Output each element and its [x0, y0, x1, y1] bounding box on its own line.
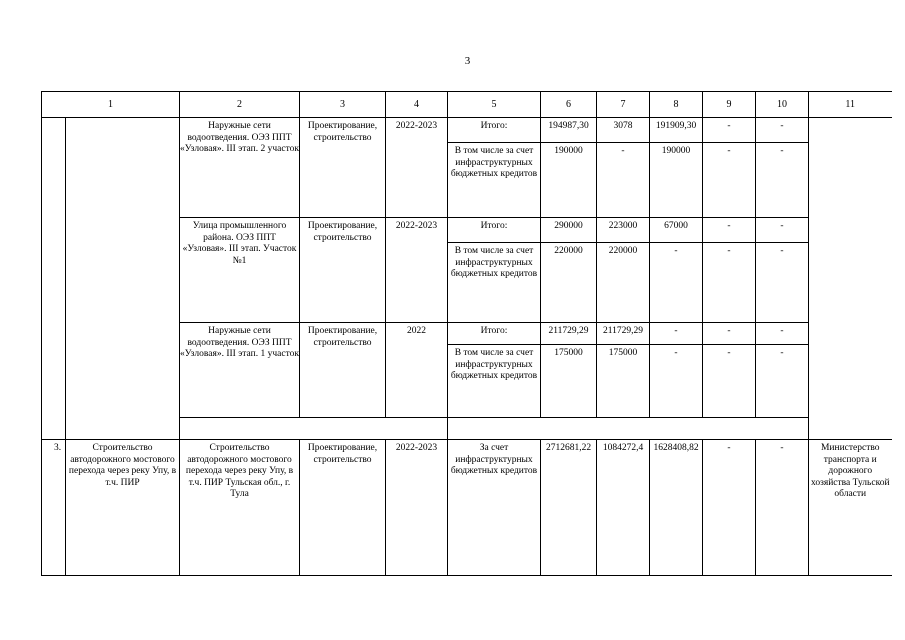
header-cell-10: 10: [756, 92, 809, 118]
value-cell-8: 1628408,82: [650, 440, 703, 576]
value-cell-6: 194987,30: [541, 118, 597, 143]
row-number-cell: 3.: [42, 440, 66, 576]
header-cell-2: 2: [180, 92, 300, 118]
header-cell-7: 7: [597, 92, 650, 118]
period-cell: 2022: [386, 323, 448, 418]
period-cell: 2022-2023: [386, 218, 448, 323]
value-cell-6: 175000: [541, 345, 597, 418]
program-table: [41, 91, 892, 576]
object-name-cell: Строительство автодорожного мостового перехода через реку Упу, в т.ч. ПИР Тульская обл., г. Тула: [180, 440, 300, 576]
source-cell: Итого:: [448, 218, 541, 243]
value-cell-8: -: [650, 345, 703, 418]
period-cell: 2022-2023: [386, 440, 448, 576]
responsible-cell: Министерство транспорта и дорожного хозяйства Тульской области: [809, 440, 892, 576]
blank-cell: [180, 418, 448, 440]
value-cell-7: -: [597, 143, 650, 218]
header-cell-5: 5: [448, 92, 541, 118]
header-row: [42, 92, 892, 118]
source-cell: Итого:: [448, 323, 541, 345]
value-cell-8: -: [650, 323, 703, 345]
source-cell: Итого:: [448, 118, 541, 143]
object-name-cell: Улица промышленного района. ОЭЗ ППТ «Узловая». III этап. Участок №1: [180, 218, 300, 323]
value-cell-7: 175000: [597, 345, 650, 418]
item-title-cell: Строительство автодорожного мостового перехода через реку Упу, в т.ч. ПИР: [66, 440, 180, 576]
blank-cell: [42, 118, 66, 440]
value-cell-10: -: [756, 118, 809, 143]
value-cell-7: 220000: [597, 243, 650, 323]
blank-cell: [809, 118, 892, 440]
activity-cell: Проектирование, строительство: [300, 118, 386, 218]
value-cell-9: -: [703, 243, 756, 323]
value-cell-10: -: [756, 323, 809, 345]
header-cell-11: 11: [809, 92, 892, 118]
value-cell-8: -: [650, 243, 703, 323]
value-cell-9: -: [703, 323, 756, 345]
value-cell-8: 191909,30: [650, 118, 703, 143]
page-number: 3: [464, 55, 471, 67]
value-cell-10: -: [756, 143, 809, 218]
source-cell: За счет инфраструктурных бюджетных кредитов: [448, 440, 541, 576]
value-cell-8: 67000: [650, 218, 703, 243]
header-cell-9: 9: [703, 92, 756, 118]
value-cell-10: -: [756, 345, 809, 418]
value-cell-9: -: [703, 440, 756, 576]
value-cell-7: 211729,29: [597, 323, 650, 345]
value-cell-6: 2712681,22: [541, 440, 597, 576]
object-name-cell: Наружные сети водоотведения. ОЭЗ ППТ «Узловая». III этап. 1 участок: [180, 323, 300, 418]
value-cell-6: 211729,29: [541, 323, 597, 345]
value-cell-10: -: [756, 440, 809, 576]
value-cell-7: 1084272,4: [597, 440, 650, 576]
source-cell: В том числе за счет инфраструктурных бюджетных кредитов: [448, 143, 541, 218]
object-name-cell: Наружные сети водоотведения. ОЭЗ ППТ «Узловая». III этап. 2 участок: [180, 118, 300, 218]
header-cell-6: 6: [541, 92, 597, 118]
header-cell-3: 3: [300, 92, 386, 118]
table-row: [42, 440, 892, 576]
value-cell-10: -: [756, 218, 809, 243]
blank-cell: [448, 418, 809, 440]
activity-cell: Проектирование, строительство: [300, 323, 386, 418]
source-cell: В том числе за счет инфраструктурных бюджетных кредитов: [448, 345, 541, 418]
value-cell-9: -: [703, 345, 756, 418]
value-cell-10: -: [756, 243, 809, 323]
blank-cell: [66, 118, 180, 440]
value-cell-9: -: [703, 218, 756, 243]
value-cell-6: 220000: [541, 243, 597, 323]
period-cell: 2022-2023: [386, 118, 448, 218]
value-cell-9: -: [703, 143, 756, 218]
value-cell-6: 190000: [541, 143, 597, 218]
header-cell-8: 8: [650, 92, 703, 118]
value-cell-9: -: [703, 118, 756, 143]
value-cell-7: 3078: [597, 118, 650, 143]
header-cell-4: 4: [386, 92, 448, 118]
table-row: [42, 118, 892, 143]
source-cell: В том числе за счет инфраструктурных бюджетных кредитов: [448, 243, 541, 323]
value-cell-8: 190000: [650, 143, 703, 218]
value-cell-7: 223000: [597, 218, 650, 243]
header-cell-1: 1: [42, 92, 180, 118]
value-cell-6: 290000: [541, 218, 597, 243]
activity-cell: Проектирование, строительство: [300, 218, 386, 323]
activity-cell: Проектирование, строительство: [300, 440, 386, 576]
